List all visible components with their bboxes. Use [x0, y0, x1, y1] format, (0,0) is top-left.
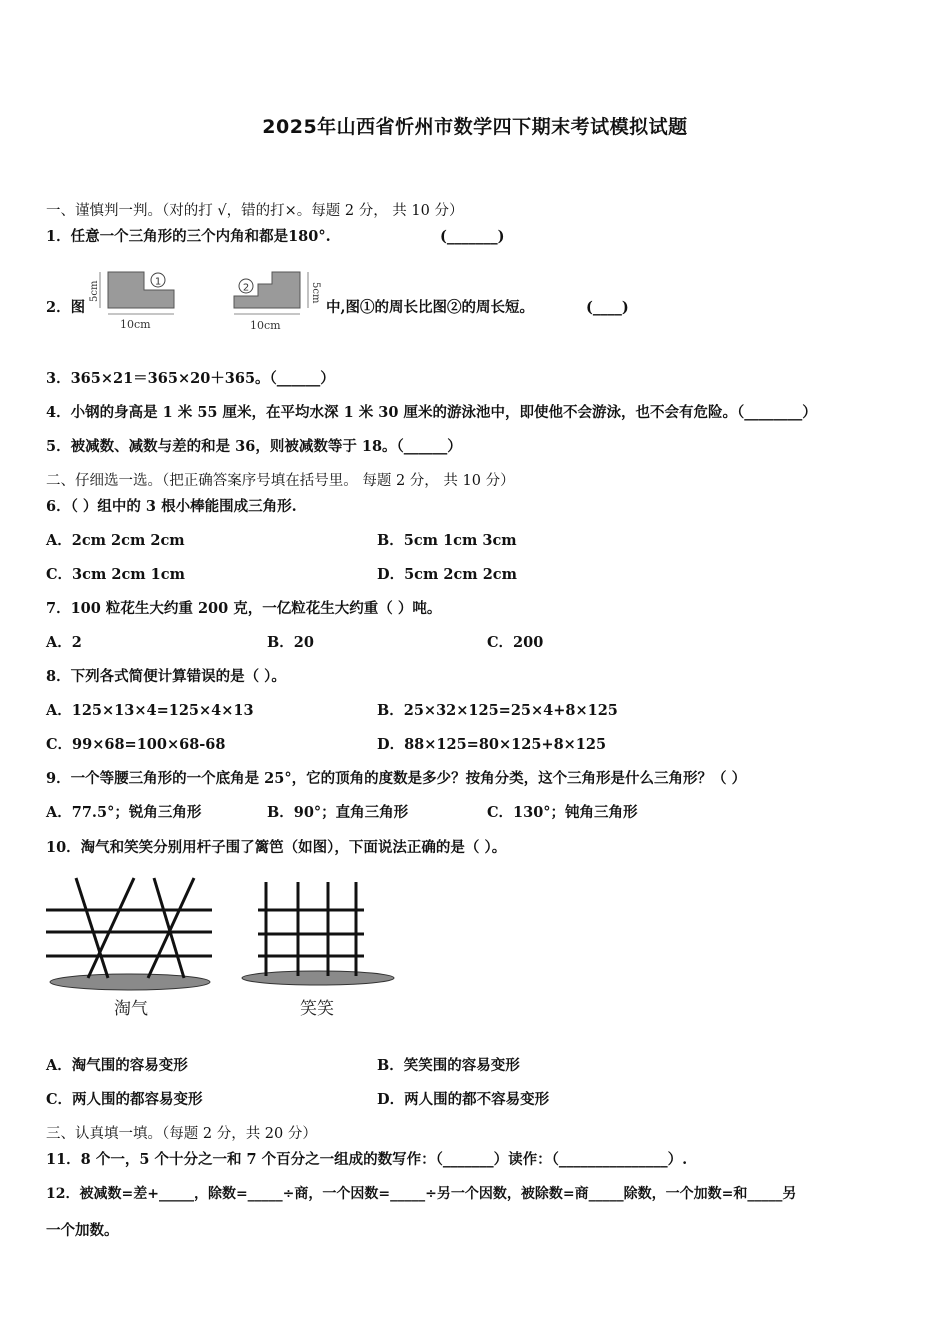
q6-option-c: C．3cm 2cm 1cm: [46, 566, 185, 583]
q10-figure-xiaoxiao: [238, 880, 398, 1024]
q6-option-b: B．5cm 1cm 3cm: [377, 532, 517, 549]
q10-option-b: B．笑笑围的容易变形: [377, 1057, 520, 1074]
q2-figure-1-width-label: 10cm: [120, 318, 151, 331]
q9-option-c: C．130°；钝角三角形: [487, 804, 638, 821]
question-1: 1．任意一个三角形的三个内角和都是180°.: [46, 228, 331, 245]
question-7: 7．100 粒花生大约重 200 克，一亿粒花生大约重（ ）吨。: [46, 600, 442, 617]
question-8: 8．下列各式简便计算错误的是（ ）。: [46, 668, 286, 685]
q8-option-b: B．25×32×125=25×4+8×125: [377, 702, 618, 719]
q10-option-a: A．淘气围的容易变形: [46, 1057, 188, 1074]
q7-option-b: B．20: [267, 634, 314, 651]
section3-header: 三、认真填一填。（每题 2 分，共 20 分）: [46, 1126, 317, 1142]
question-3: 3．365×21＝365×20＋365。（______）: [46, 370, 335, 387]
q7-option-a: A．2: [46, 634, 82, 651]
q6-option-a: A．2cm 2cm 2cm: [46, 532, 185, 549]
question-5: 5．被减数、减数与差的和是 36，则被减数等于 18。（______）: [46, 438, 462, 455]
q10-figure-taoqi: [44, 872, 216, 1022]
section1-header: 一、谨慎判一判。（对的打 √，错的打×。每题 2 分， 共 10 分）: [46, 203, 464, 219]
question-10: 10．淘气和笑笑分别用杆子围了篱笆（如图），下面说法正确的是（ ）。: [46, 839, 507, 856]
q10-option-d: D．两人围的都不容易变形: [377, 1091, 550, 1108]
question-11: 11．8 个一，5 个十分之一和 7 个百分之一组成的数写作：（_______）读作：（_______________）.: [46, 1151, 688, 1168]
question-2-suffix: 中,图①的周长比图②的周长短。: [326, 299, 535, 316]
q2-figure-2-height-label: 5cm: [310, 282, 321, 304]
question-2-blank: (____): [586, 299, 629, 316]
q10-option-c: C．两人围的都容易变形: [46, 1091, 203, 1108]
q6-option-d: D．5cm 2cm 2cm: [377, 566, 517, 583]
question-4: 4．小钢的身高是 1 米 55 厘米，在平均水深 1 米 30 厘米的游泳池中，即使他不会游泳，也不会有危险。（________）: [46, 404, 817, 421]
section2-header: 二、仔细选一选。（把正确答案序号填在括号里。 每题 2 分， 共 10 分）: [46, 473, 515, 489]
q2-figure-1: [88, 264, 188, 334]
q9-option-b: B．90°；直角三角形: [267, 804, 409, 821]
question-2-prefix: 2．图: [46, 299, 86, 316]
svg-text:2: 2: [242, 282, 250, 294]
q10-label-taoqi: 淘气: [114, 999, 148, 1019]
q9-option-a: A．77.5°；锐角三角形: [46, 804, 202, 821]
question-1-blank: (_______): [440, 228, 505, 245]
page-title: 2025年山西省忻州市数学四下期末考试模拟试题: [262, 116, 688, 138]
q2-figure-2-width-label: 10cm: [250, 319, 281, 332]
q2-figure-1-height-label: 5cm: [89, 280, 100, 302]
q10-label-xiaoxiao: 笑笑: [300, 999, 334, 1019]
question-9: 9．一个等腰三角形的一个底角是 25°，它的顶角的度数是多少？按角分类，这个三角形是什么三角形？（ ）: [46, 770, 747, 787]
q2-figure-2: [228, 268, 328, 336]
question-6: 6．（ ）组中的 3 根小棒能围成三角形.: [46, 498, 297, 515]
q8-option-d: D．88×125=80×125+8×125: [377, 736, 607, 753]
question-12-line-2: 一个加数。: [46, 1222, 119, 1239]
q8-option-a: A．125×13×4=125×4×13: [46, 702, 254, 719]
question-12-line-1: 12．被减数=差+_____，除数=_____÷商，一个因数=_____÷另一个因数，被除数=商_____除数，一个加数=和_____另: [46, 1186, 797, 1202]
q8-option-c: C．99×68=100×68-68: [46, 736, 226, 753]
q7-option-c: C．200: [487, 634, 544, 651]
svg-text:1: 1: [154, 276, 162, 288]
